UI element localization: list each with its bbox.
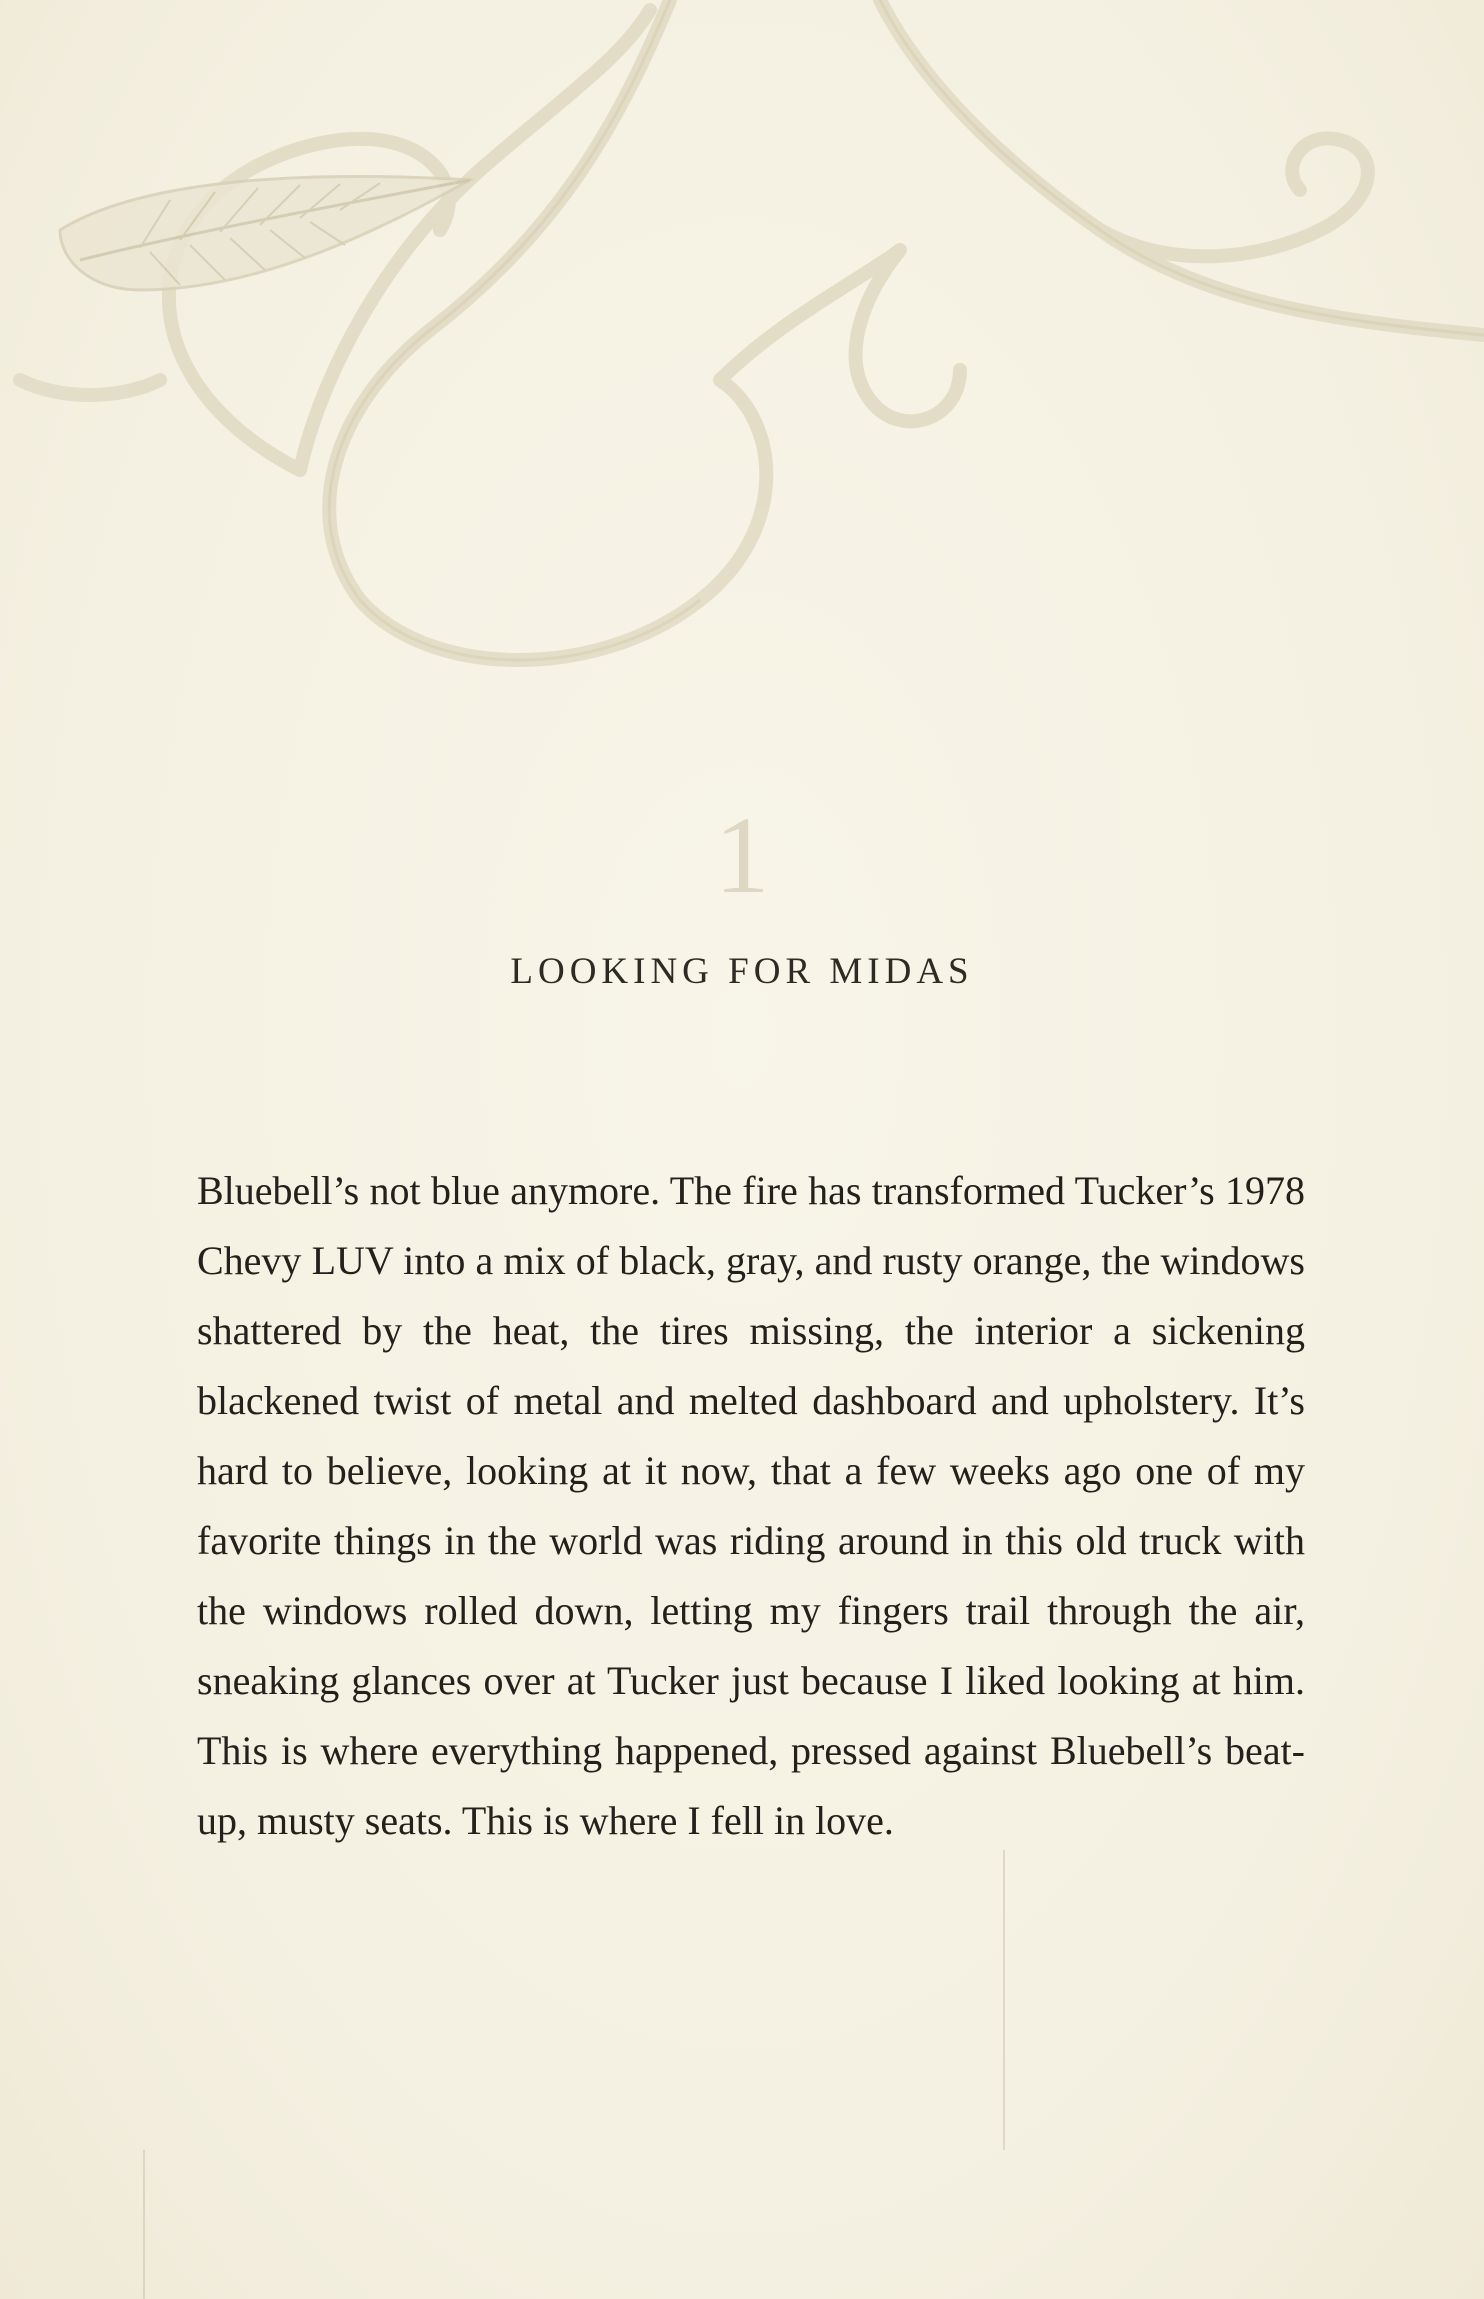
page-crease (143, 2150, 145, 2299)
chapter-title: LOOKING FOR MIDAS (510, 951, 974, 992)
chapter-body-paragraph: Bluebell’s not blue anymore. The fire has transformed Tucker’s 1978 Chevy LUV into a mix of black, gray, and rusty orange, the windows shattered by the heat, the tires missing, the interior a sickening blackened twist of metal and melted dashboard and upholstery. It’s hard to believe, looking at it now, that a few weeks ago one of my favorite things in the world was riding around in this old truck with the windows rolled down, letting my fingers trail through the air, sneaking glances over at Tucker just because I liked looking at him. This is where everything happened, pressed against Bluebell’s beat-up, musty seats. This is where I fell in love. (197, 1168, 1305, 1843)
chapter-number: 1 (714, 794, 770, 916)
page-crease (1003, 1850, 1005, 2150)
feather-vine-flourish-icon (0, 0, 1484, 720)
feather-shape (60, 177, 470, 290)
